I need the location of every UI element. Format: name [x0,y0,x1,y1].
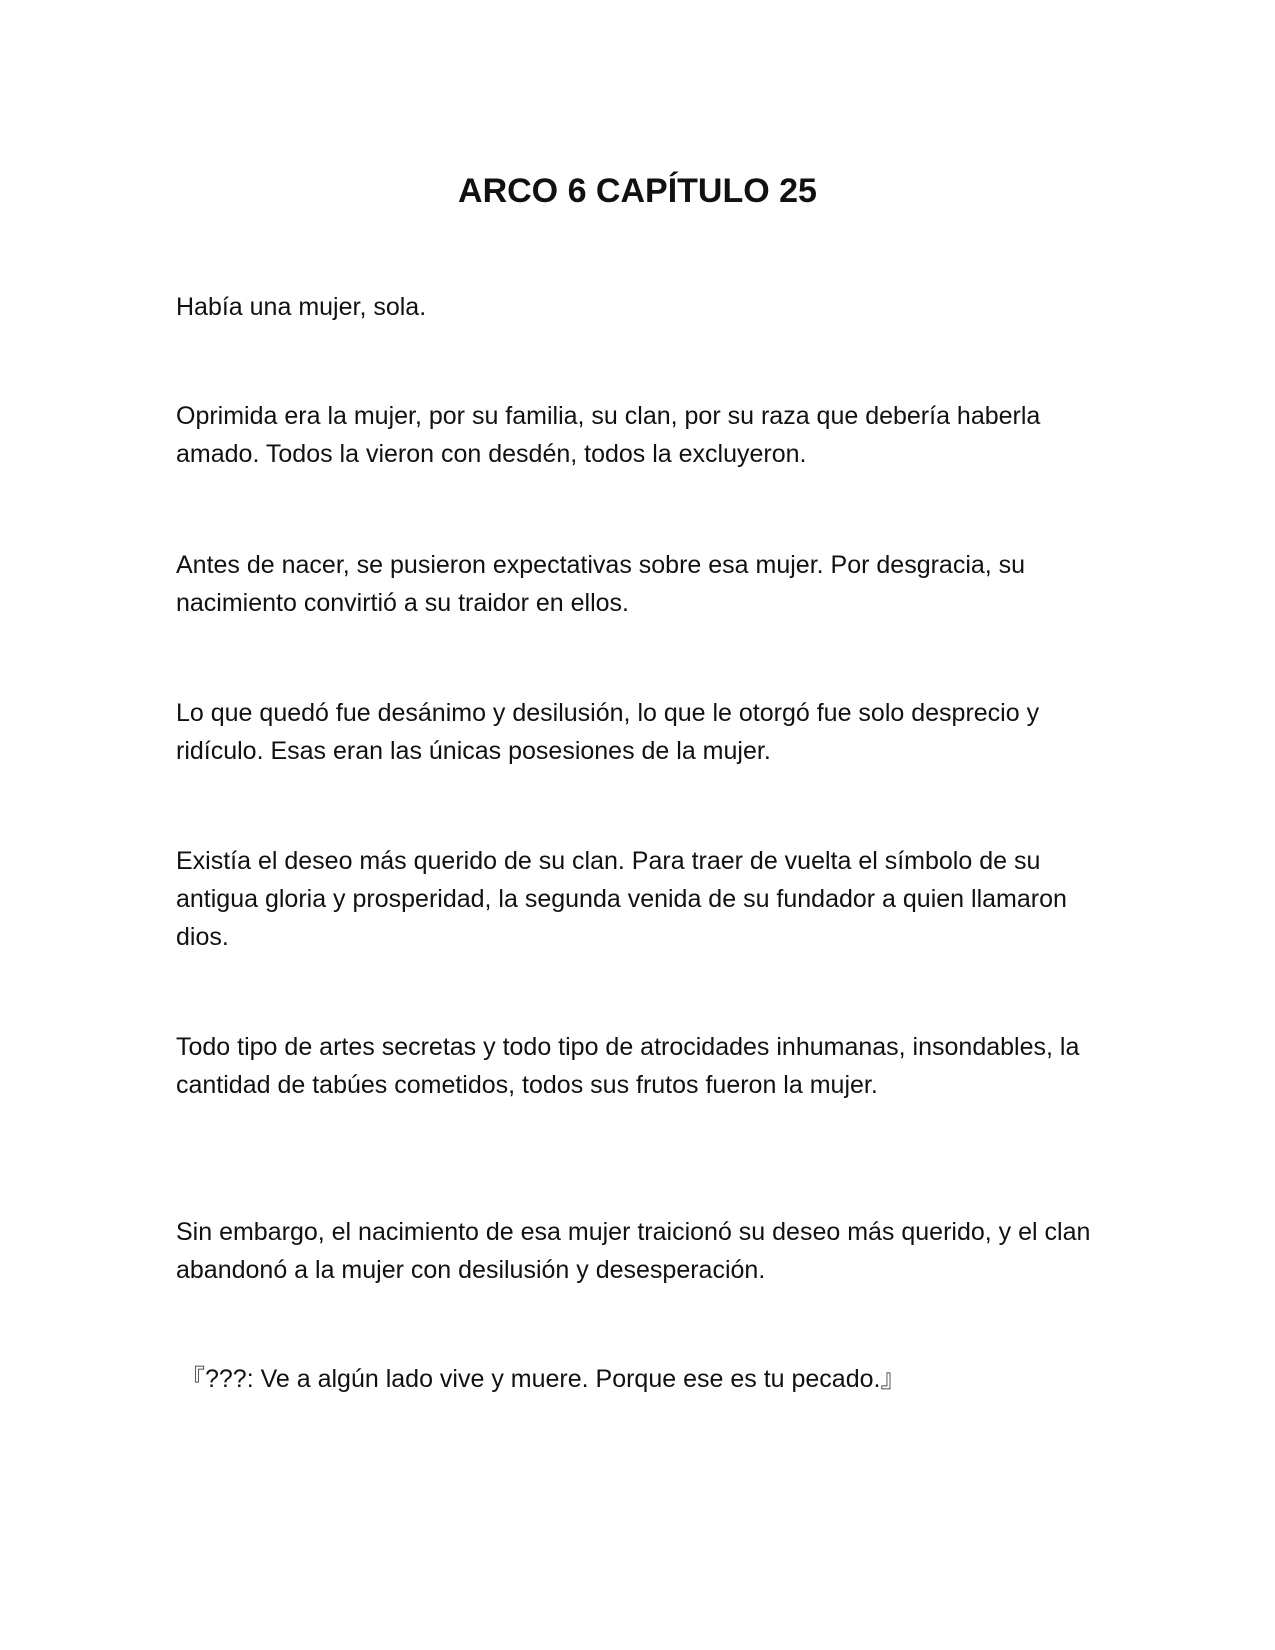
dialogue-quote: 『???: Ve a algún lado vive y muere. Porque ese es tu pecado.』 [180,1365,906,1393]
chapter-title: ARCO 6 CAPÍTULO 25 [458,171,817,210]
paragraph-4: Lo que quedó fue desánimo y desilusión, lo que le otorgó fue solo desprecio y ridículo. Esas eran las únicas posesiones de la mujer. [176,699,1040,765]
paragraph-2: Oprimida era la mujer, por su familia, su clan, por su raza que debería haberla amado. Todos la vieron con desdén, todos la excluyeron. [176,402,1041,468]
paragraph-3: Antes de nacer, se pusieron expectativas sobre esa mujer. Por desgracia, su nacimiento convirtió a su traidor en ellos. [176,551,1026,617]
paragraph-6: Todo tipo de artes secretas y todo tipo de atrocidades inhumanas, insondables, la cantidad de tabúes cometidos, todos sus frutos fueron la mujer. [176,1033,1080,1099]
paragraph-1: Había una mujer, sola. [176,293,427,321]
paragraph-7: Sin embargo, el nacimiento de esa mujer traicionó su deseo más querido, y el clan abandonó a la mujer con desilusión y desesperación. [176,1218,1091,1284]
paragraph-5: Existía el deseo más querido de su clan. Para traer de vuelta el símbolo de su antigua gloria y prosperidad, la segunda venida de su fundador a quien llamaron dios. [176,847,1067,951]
